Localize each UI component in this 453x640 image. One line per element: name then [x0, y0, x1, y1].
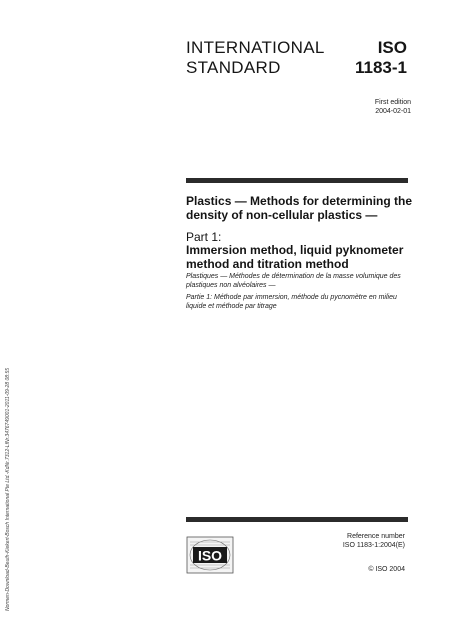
top-divider: [186, 178, 408, 183]
edition-label: First edition: [374, 99, 411, 106]
copyright: © ISO 2004: [368, 566, 405, 573]
standard-number: [355, 38, 407, 78]
iso-logo-text: ISO: [197, 547, 223, 564]
iso-logo-icon: [186, 536, 234, 574]
standard-type-line2: STANDARD: [186, 58, 281, 77]
edition-info: [375, 98, 411, 116]
part-title: Immersion method, liquid pyknometer method and titration method: [186, 243, 404, 271]
reference-label: Reference number: [347, 533, 405, 540]
reference-number: ISO 1183-1:2004(E): [342, 542, 405, 549]
part-label: Part 1:: [186, 230, 222, 244]
main-title: Plastics — Methods for determining the density of non-cellular plastics —: [186, 194, 413, 222]
french-part-title: Partie 1: Méthode par immersion, méthode du pycnomètre en milieu liquide et méthode par titrage: [186, 294, 397, 310]
iso-number: 1183-1: [355, 58, 407, 77]
standard-type-line1: INTERNATIONAL: [186, 38, 325, 57]
download-stamp: Normen-Download-Beuth-Kiekert-Bosch International Pte Ltd.-KdNr.7312-LfNr.3476749001-2011-09-28 08:55: [5, 367, 11, 611]
bottom-divider: [186, 517, 408, 522]
edition-date: 2004-02-01: [375, 108, 411, 115]
iso-label: ISO: [377, 38, 407, 57]
french-title: Plastiques — Méthodes de détermination de la masse volumique des plastiques non alvéolaires —: [186, 273, 401, 289]
reference-block: [343, 532, 405, 550]
standard-type: [186, 38, 325, 78]
